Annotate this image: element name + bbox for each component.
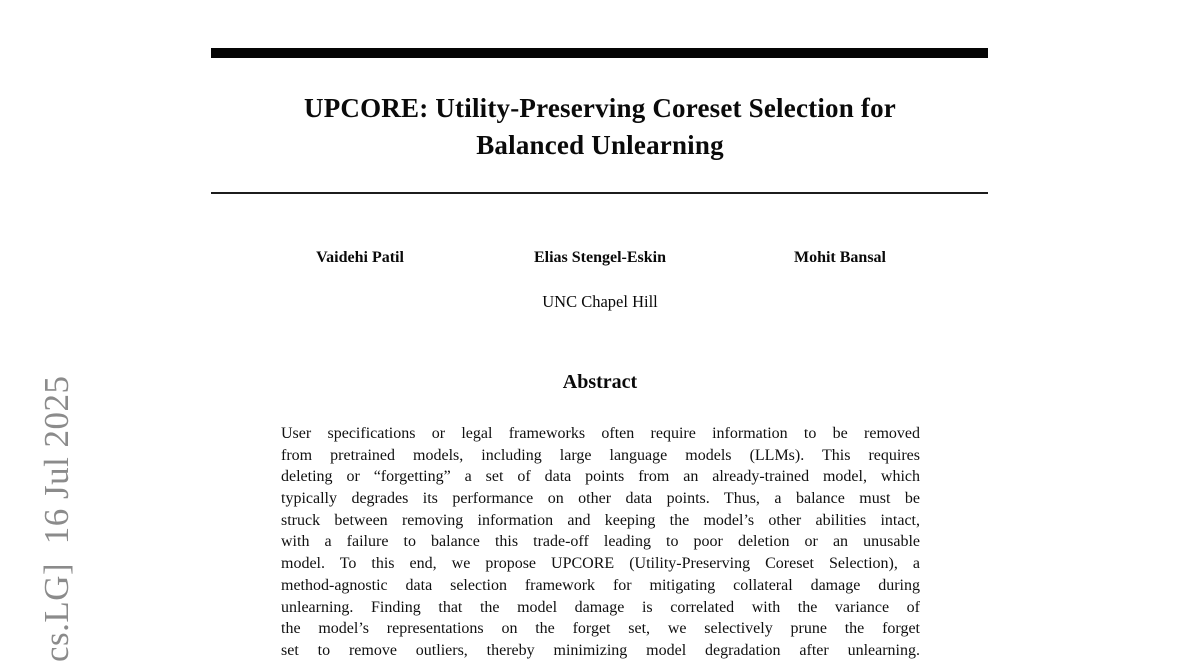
abstract-line: model. To this end, we propose UPCORE (Utility-Preserving Coreset Selection), a (281, 555, 920, 573)
abstract-line: set to remove outliers, thereby minimizing model degradation after unlearning. (281, 641, 920, 659)
abstract-line: typically degrades its performance on other data points. Thus, a balance must be (281, 490, 920, 508)
authors-row (240, 247, 960, 269)
abstract-line: from pretrained models, including large language models (LLMs). This requires (281, 446, 920, 464)
title-line-2: Balanced Unlearning (476, 130, 724, 160)
abstract-line: struck between removing information and keeping the model’s other abilities intact, (281, 511, 920, 529)
title-line-1: UPCORE: Utility-Preserving Coreset Selection for (304, 93, 896, 123)
abstract-line: with a failure to balance this trade-off leading to poor deletion or an unusable (281, 533, 920, 551)
abstract-line: method-agnostic data selection framework for mitigating collateral damage during (281, 576, 920, 594)
title-separator-rule (211, 192, 988, 194)
arxiv-watermark: cs.LG] 16 Jul 2025 (37, 375, 76, 662)
abstract-heading: Abstract (562, 371, 638, 393)
abstract-line: unlearning. Finding that the model damage is correlated with the variance of (281, 598, 920, 616)
author-name: Mohit Bansal (793, 249, 886, 266)
abstract-paragraph (281, 423, 920, 662)
title-top-bar (211, 48, 988, 58)
affiliation: UNC Chapel Hill (542, 292, 658, 311)
abstract-line: deleting or “forgetting” a set of data points from an already-trained model, which (281, 468, 920, 486)
paper-title (0, 90, 1200, 164)
abstract-line: User specifications or legal frameworks often require information to be removed (281, 425, 920, 442)
author-name: Vaidehi Patil (316, 249, 404, 266)
abstract-line: the model’s representations on the forget set, we selectively prune the forget (281, 620, 920, 638)
author-name: Elias Stengel-Eskin (533, 249, 667, 266)
